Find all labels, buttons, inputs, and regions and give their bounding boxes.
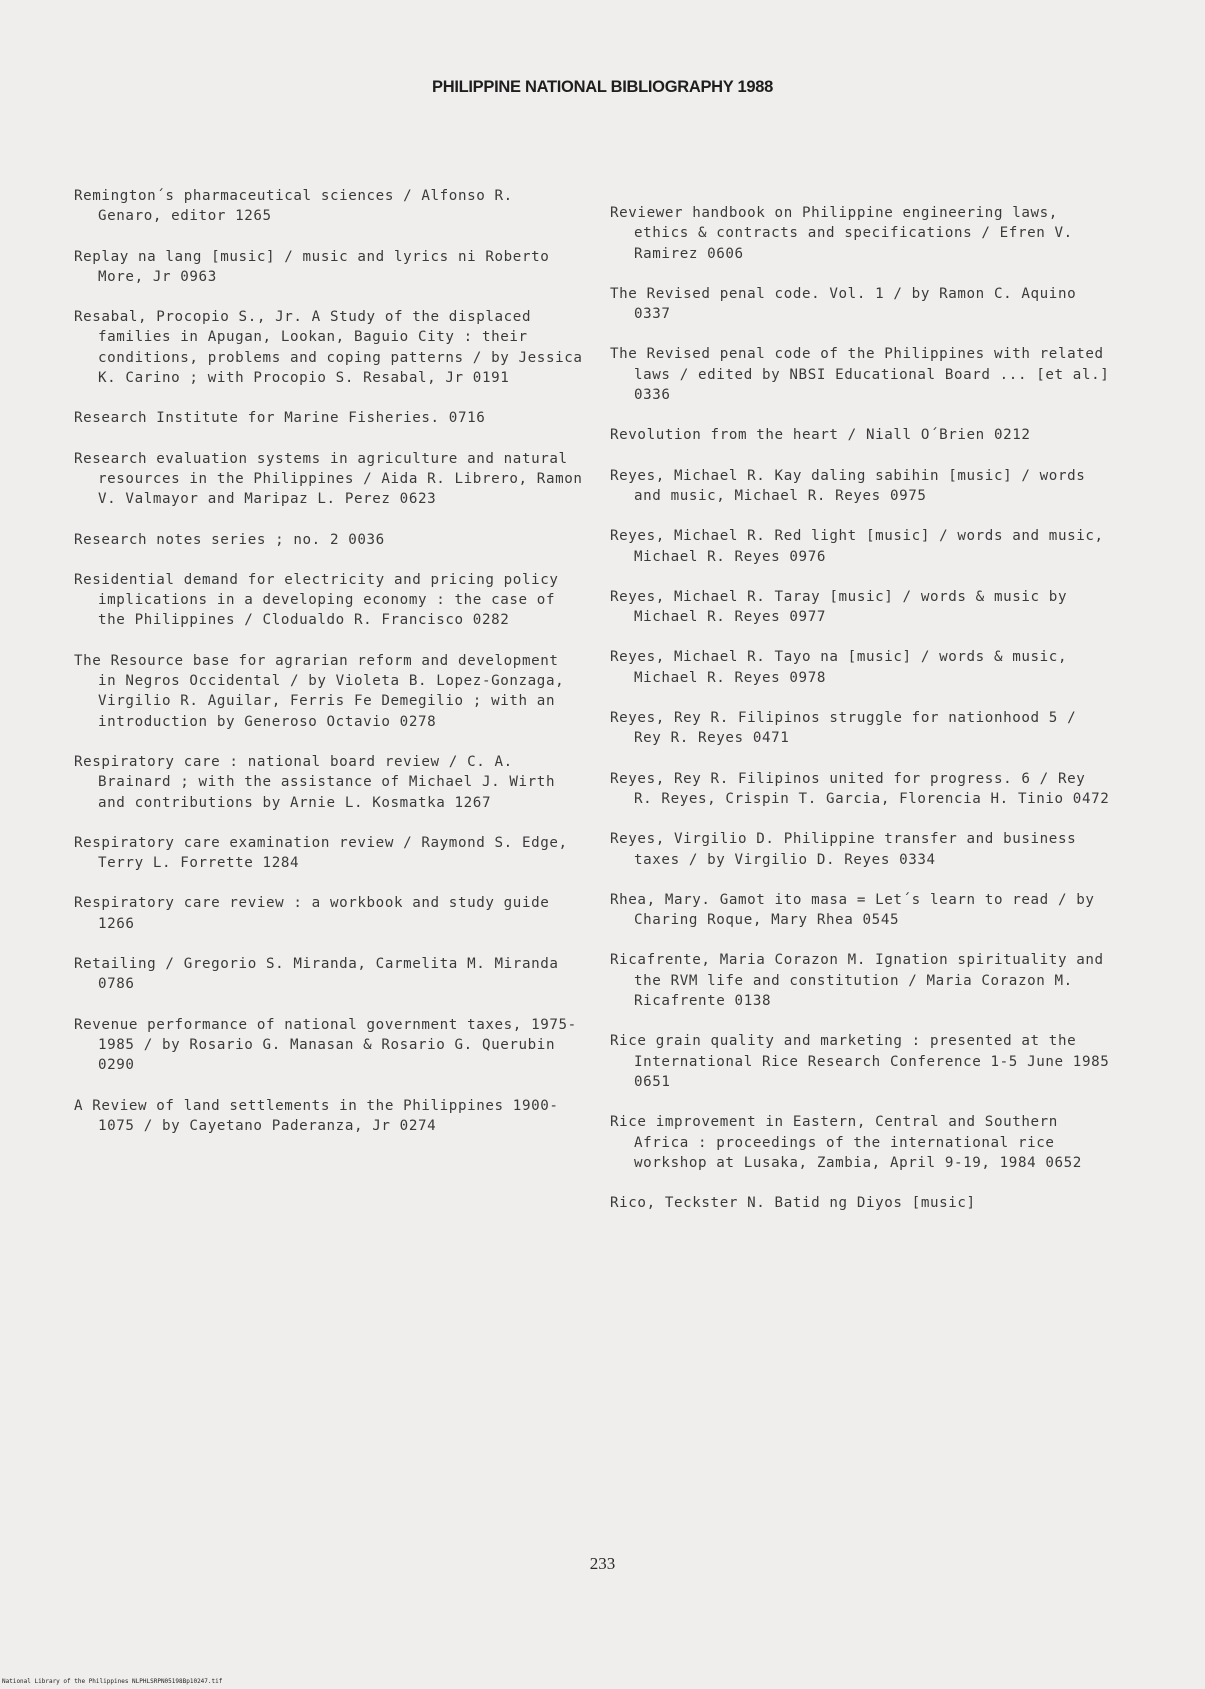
bibliography-entry: Residential demand for electricity and pricing policy implications in a developing economy : the case of the Philippines / Clodualdo R. Francisco 0282 <box>74 571 559 629</box>
bibliography-entry: The Revised penal code of the Philippines with related laws / edited by NBSI Educational Board ... [et al.] 0336 <box>610 346 1110 404</box>
page-number: 233 <box>589 1554 616 1573</box>
bibliography-entry: Rice grain quality and marketing : presented at the International Rice Research Conference 1-5 June 1985 0651 <box>610 1033 1110 1090</box>
bibliography-entry: Reyes, Michael R. Taray [music] / words & music by Michael R. Reyes 0977 <box>610 588 1068 626</box>
bibliography-entry: Research notes series ; no. 2 0036 <box>74 531 385 548</box>
bibliography-entry: A Review of land settlements in the Philippines 1900-1075 / by Cayetano Paderanza, Jr 0274 <box>74 1097 559 1134</box>
bibliography-entry: The Resource base for agrarian reform and development in Negros Occidental / by Violeta B. Lopez-Gonzaga, Virgilio R. Aguilar, Ferris Fe Demegilio ; with an introduction by Generoso Octavio 0278 <box>74 652 565 730</box>
bibliography-entry: Reyes, Michael R. Tayo na [music] / words & music, Michael R. Reyes 0978 <box>610 649 1068 686</box>
bibliography-entry: Reviewer handbook on Philippine engineering laws, ethics & contracts and specifications / Efren V. Ramirez 0606 <box>610 205 1073 262</box>
bibliography-entry: Reyes, Virgilio D. Philippine transfer and business taxes / by Virgilio D. Reyes 0334 <box>610 831 1077 868</box>
bibliography-entry: Ricafrente, Maria Corazon M. Ignation spirituality and the RVM life and constitution / Maria Corazon M. Ricafrente 0138 <box>610 952 1104 1010</box>
scan-caption: National Library of the Philippines NLPHLSRPN05198Bp10247.tif <box>2 1678 223 1685</box>
bibliography-entry: Remington´s pharmaceutical sciences / Alfonso R. Genaro, editor 1265 <box>74 188 513 225</box>
bibliography-entry: Rice improvement in Eastern, Central and Southern Africa : proceedings of the international rice workshop at Lusaka, Zambia, April 9-19, 1984 0652 <box>610 1114 1082 1171</box>
bibliography-entry: Revenue performance of national government taxes, 1975-1985 / by Rosario G. Manasan & Rosario G. Querubin 0290 <box>74 1016 577 1074</box>
bibliography-entry: Respiratory care review : a workbook and study guide 1266 <box>74 895 550 932</box>
bibliography-entry: Replay na lang [music] / music and lyrics ni Roberto More, Jr 0963 <box>74 248 550 285</box>
bibliography-entry: Resabal, Procopio S., Jr. A Study of the displaced families in Apugan, Lookan, Baguio City : their conditions, problems and coping patterns / by Jessica K. Carino ; with Procopio S. Resabal, Jr 0191 <box>74 309 583 387</box>
bibliography-entry: Reyes, Michael R. Red light [music] / words and music, Michael R. Reyes 0976 <box>610 528 1104 565</box>
bibliography-entry: Rhea, Mary. Gamot ito masa = Let´s learn to read / by Charing Roque, Mary Rhea 0545 <box>610 891 1095 929</box>
bibliography-entry: Rico, Teckster N. Batid ng Diyos [music] <box>610 1195 976 1212</box>
bibliography-entry: Retailing / Gregorio S. Miranda, Carmelita M. Miranda 0786 <box>74 956 559 993</box>
page-title: PHILIPPINE NATIONAL BIBLIOGRAPHY 1988 <box>432 78 773 96</box>
bibliography-entry: Respiratory care examination review / Raymond S. Edge, Terry L. Forrette 1284 <box>74 834 568 872</box>
left-column <box>74 186 584 1156</box>
bibliography-entry: Research evaluation systems in agriculture and natural resources in the Philippines / Aida R. Librero, Ramon V. Valmayor and Maripaz L. Perez 0623 <box>74 450 583 508</box>
bibliography-entry: Revolution from the heart / Niall O´Brien 0212 <box>610 427 1031 444</box>
right-column <box>610 203 1110 1233</box>
bibliography-entry: Respiratory care : national board review / C. A. Brainard ; with the assistance of Michael J. Wirth and contributions by Arnie L. Kosmatka 1267 <box>74 753 556 811</box>
bibliography-entry: The Revised penal code. Vol. 1 / by Ramon C. Aquino 0337 <box>610 285 1077 323</box>
bibliography-entry: Reyes, Rey R. Filipinos struggle for nationhood 5 / Rey R. Reyes 0471 <box>610 710 1077 747</box>
bibliography-entry: Reyes, Michael R. Kay daling sabihin [music] / words and music, Michael R. Reyes 0975 <box>610 467 1086 504</box>
bibliography-entry: Research Institute for Marine Fisheries. 0716 <box>74 410 486 427</box>
bibliography-entry: Reyes, Rey R. Filipinos united for progress. 6 / Rey R. Reyes, Crispin T. Garcia, Florencia H. Tinio 0472 <box>610 770 1110 807</box>
